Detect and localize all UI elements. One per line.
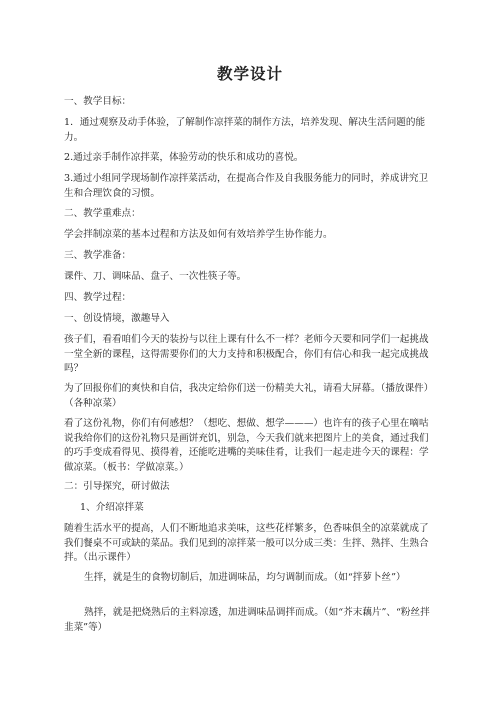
paragraph-preparation: 课件、刀、调味品、盘子、一次性筷子等。 — [64, 271, 247, 282]
subheading-introduce-dishes: 1、介绍凉拌菜 — [80, 502, 144, 513]
paragraph-cooked-mix: 熟拌，就是把烧熟后的主料凉透，加进调味品调拌而成。（如“芥末藕片”、“粉丝拌韭菜”等） — [64, 607, 430, 633]
paragraph-gift: 为了回报你们的爽快和自信，我决定给你们送一份精美大礼，请看大屏幕。（播放课件）（各种凉菜） — [64, 383, 434, 409]
section-heading-preparation: 三、教学准备： — [64, 250, 132, 261]
paragraph-thoughts: 看了这份礼物，你们有何感想？（想吃、想做、想学———）也许有的孩子心里在嘀咕说我给你们的这份礼物只是画饼充饥，别急，今天我们就来把图片上的美食，通过我们的巧手变成看得见、摸得着，还能吃进嘴的美味佳肴，让我们一起走进今天的课程：学做凉菜。（板书：学做凉菜。） — [64, 418, 429, 473]
paragraph-key-points: 学会拌制凉菜的基本过程和方法及如何有效培养学生协作能力。 — [64, 229, 333, 240]
paragraph-objective-1: 1．通过观察及动手体验，了解制作凉拌菜的制作方法，培养发现、解决生活问题的能力。 — [64, 117, 426, 143]
paragraph-objective-3: 3.通过小组同学现场制作凉拌菜活动，在提高合作及自我服务能力的同时，养成讲究卫生和合理饮食的习惯。 — [64, 173, 429, 199]
paragraph-dish-types: 随着生活水平的提高，人们不断地追求美味，这些花样繁多，色香味俱全的凉菜就成了我们餐桌不可或缺的菜品。我们见到的凉拌菜一般可以分成三类：生拌、熟拌、生熟合拌。（出示课件） — [64, 523, 429, 563]
section-heading-key-points: 二、教学重难点： — [64, 208, 141, 219]
paragraph-challenge: 孩子们，看看咱们今天的装扮与以往上课有什么不一样？老师今天要和同学们一起挑战一堂全新的课程，这得需要你们的大力支持和积极配合，你们有信心和我一起完成挑战吗？ — [64, 334, 429, 374]
document-title: 教学设计 — [216, 64, 283, 83]
subheading-create-scenario: 一、创设情境，激趣导入 — [64, 313, 170, 324]
paragraph-raw-mix: 生拌，就是生的食物切制后，加进调味品，均匀调制而成。（如“拌萝卜丝”） — [84, 572, 406, 583]
paragraph-objective-2: 2.通过亲手制作凉拌菜，体验劳动的快乐和成功的喜悦。 — [64, 152, 304, 163]
section-heading-process: 四、教学过程： — [64, 292, 132, 303]
subheading-explore: 二：引导探究，研讨做法 — [64, 481, 170, 492]
section-heading-objectives: 一、教学目标： — [64, 96, 132, 107]
